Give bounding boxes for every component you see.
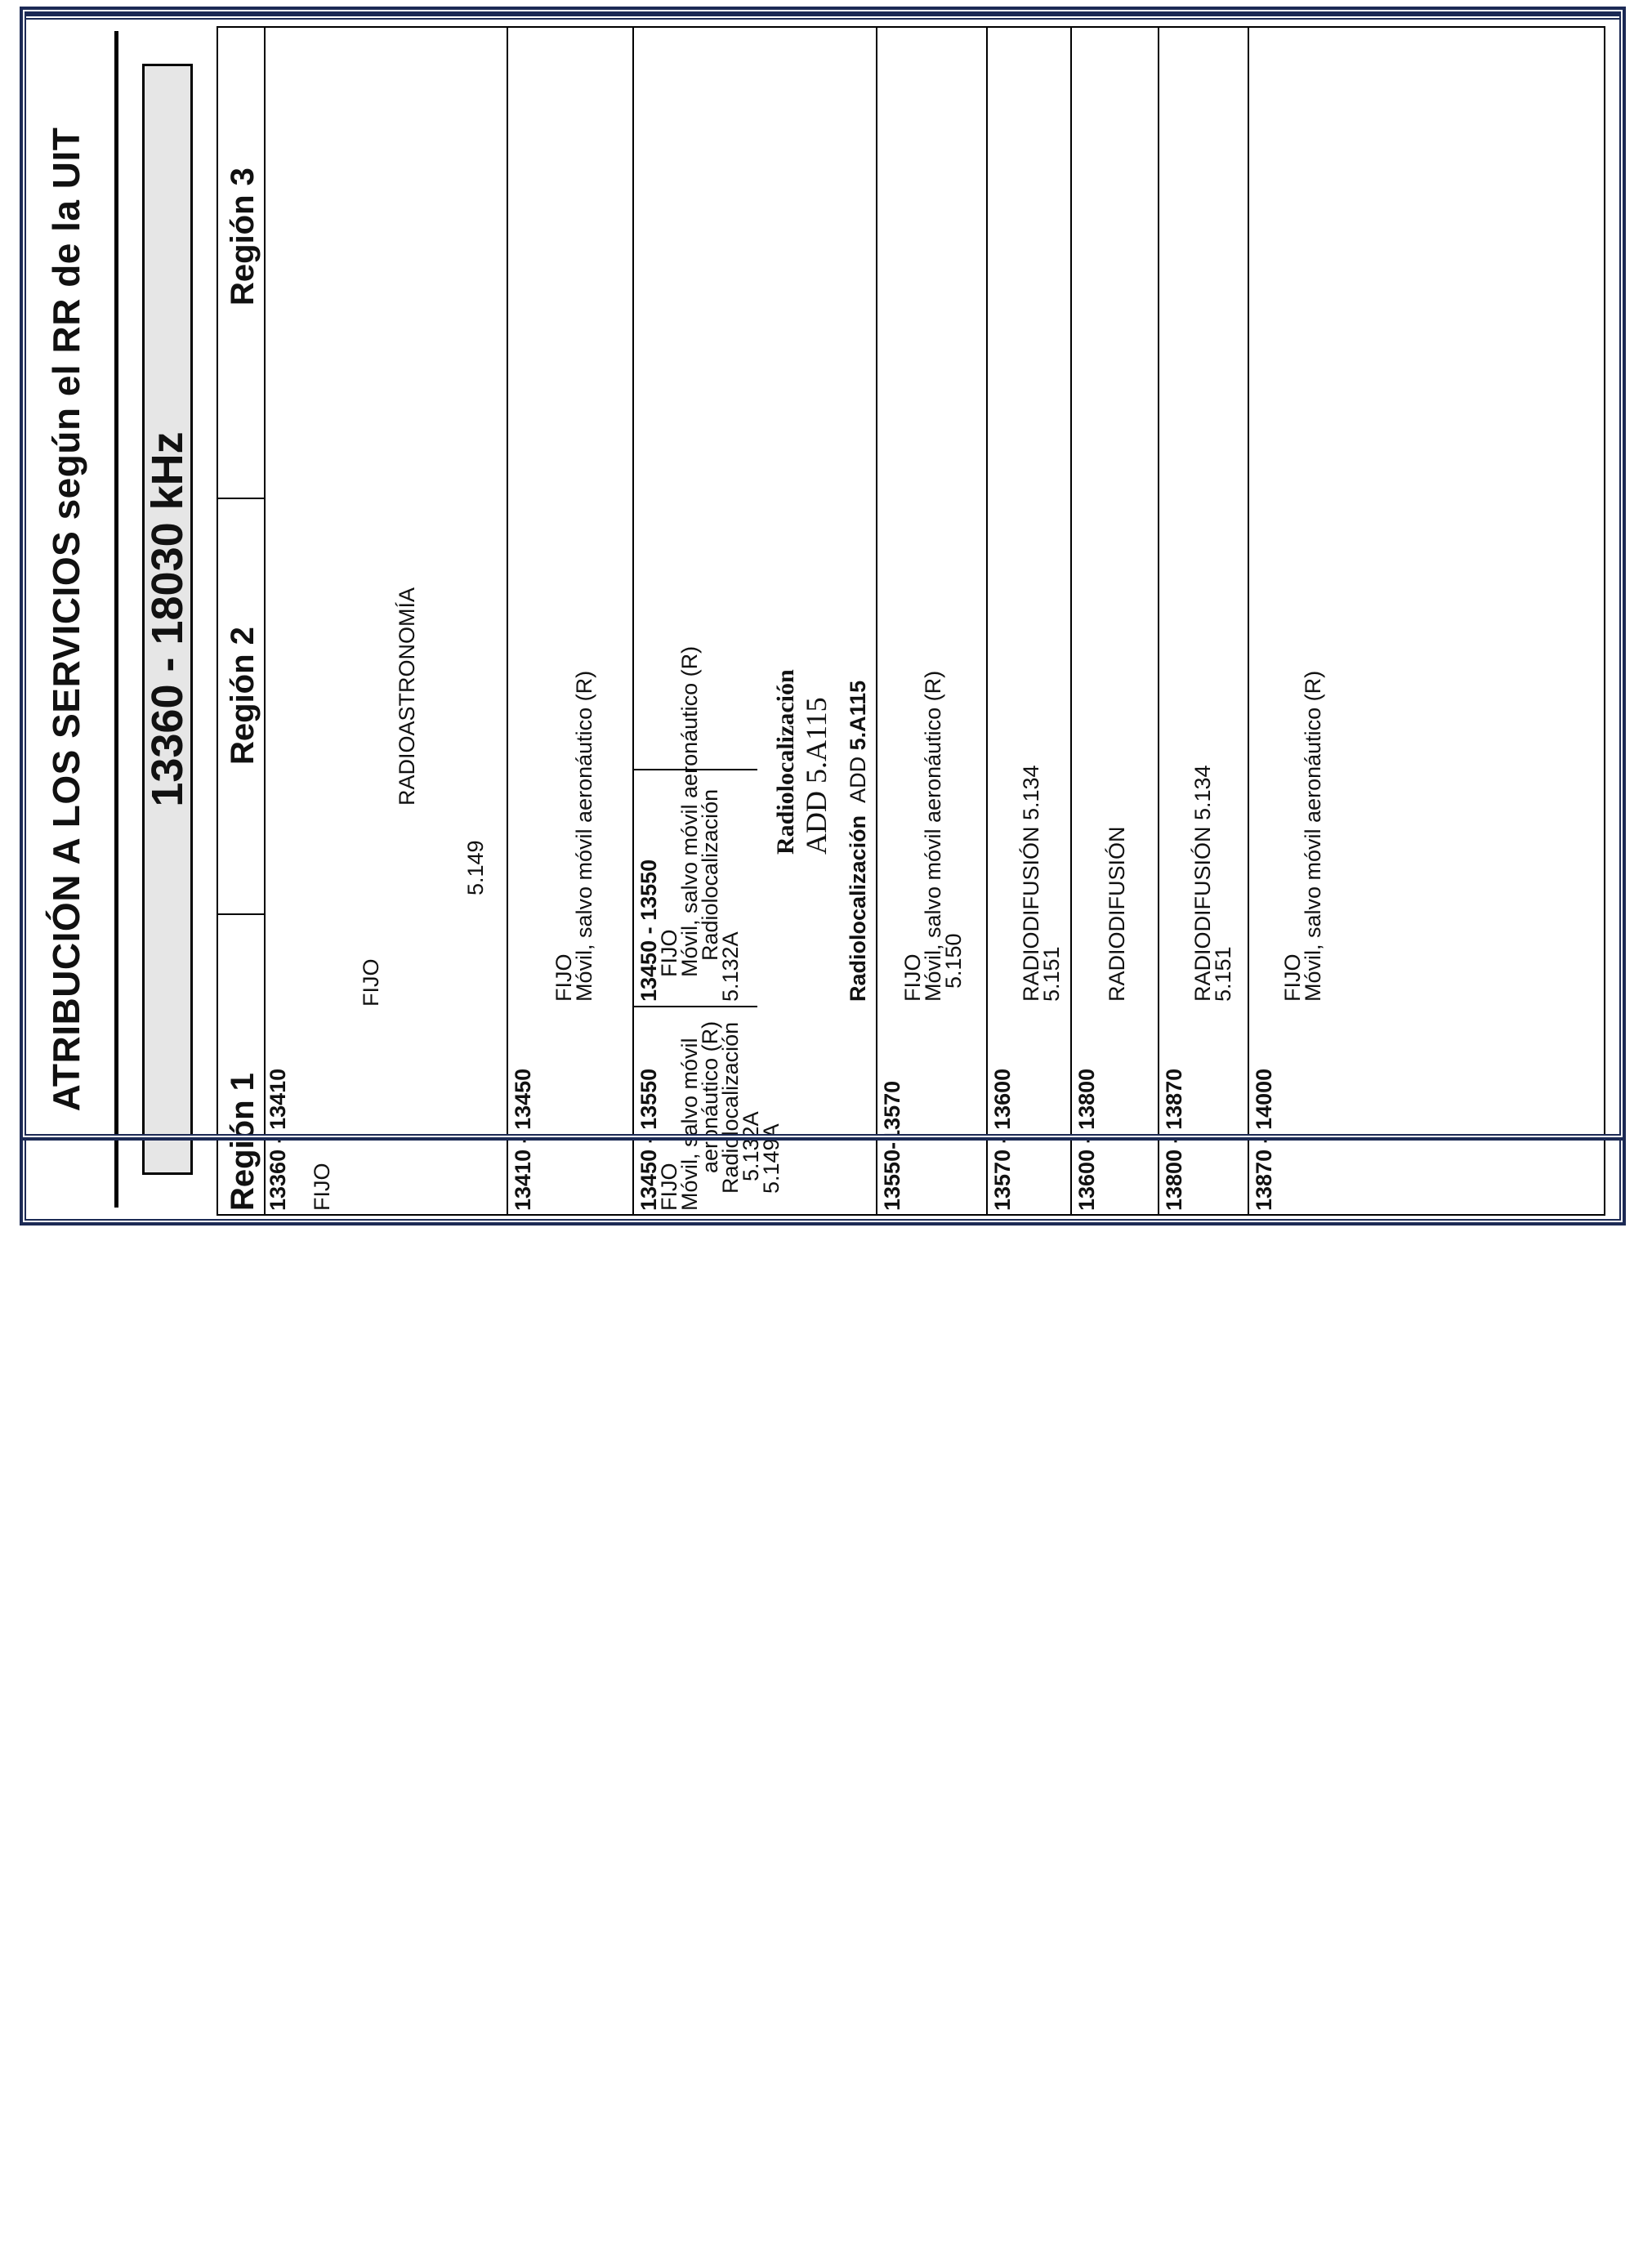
r8-fijo: FIJO bbox=[1280, 953, 1305, 1002]
freq-13570: 13570 - 13600 bbox=[990, 1068, 1015, 1211]
header-region-1: Región 1 bbox=[225, 1073, 261, 1211]
freq-13550: 13550-13570 bbox=[880, 1080, 904, 1211]
freq-13600: 13600 - 13800 bbox=[1074, 1068, 1099, 1211]
r2-movil: Móvil, salvo móvil aeronáutico (R) bbox=[572, 670, 596, 1002]
r3-radloc-bold: Radiolocalización bbox=[772, 669, 799, 855]
national-panel bbox=[20, 7, 1626, 1141]
r3-c2-l3: Radiolocalización bbox=[698, 788, 722, 961]
r1-fijo-region1: FIJO bbox=[310, 1163, 334, 1211]
r5-fn: 5.151 bbox=[1039, 946, 1064, 1002]
freq-13450-r1: 13450 - 13550 bbox=[636, 1068, 661, 1211]
r7-fn: 5.151 bbox=[1211, 946, 1235, 1002]
r1-footnote: 5.149 bbox=[463, 840, 488, 895]
r3-c1-l5: 5.132A bbox=[739, 1111, 763, 1181]
r4-fn: 5.150 bbox=[941, 933, 966, 989]
r3-bottom-a: Radiolocalización bbox=[846, 815, 870, 1002]
r3-c2-l4: 5.132A bbox=[718, 931, 743, 1002]
r1-fijo-region2: FIJO bbox=[359, 958, 383, 1007]
r3-c2-l2: Móvil, salvo móvil aeronáutico (R) bbox=[677, 645, 702, 977]
r3-c1-l1: FIJO bbox=[657, 1163, 681, 1211]
freq-13410: 13410 - 13450 bbox=[511, 1068, 535, 1211]
r2-fijo: FIJO bbox=[551, 953, 576, 1002]
r3-bottom-b: ADD bbox=[846, 756, 870, 803]
r7-radiodifusion: RADIODIFUSIÓN 5.134 bbox=[1190, 765, 1215, 1002]
r6-radiodifusion: RADIODIFUSIÓN bbox=[1105, 826, 1129, 1002]
r3-c1-l2: Móvil, salvo móvil bbox=[677, 1038, 702, 1211]
r3-c1-l4: Radiolocalización bbox=[718, 1021, 743, 1194]
r3-add-note: ADD 5.A115 bbox=[800, 697, 833, 855]
r3-c1-l3: aeronáutico (R) bbox=[698, 1020, 722, 1173]
r1-radioastronomia: RADIOASTRONOMÍA bbox=[395, 587, 419, 806]
r8-movil: Móvil, salvo móvil aeronáutico (R) bbox=[1301, 670, 1325, 1002]
itu-title: ATRIBUCIÓN A LOS SERVICIOS según el RR de la UIT bbox=[45, 127, 87, 1112]
r4-movil: Móvil, salvo móvil aeronáutico (R) bbox=[921, 670, 945, 1002]
itu-band-title: 13360 - 18030 kHz bbox=[142, 64, 193, 1175]
r5-radiodifusion: RADIODIFUSIÓN 5.134 bbox=[1019, 765, 1043, 1002]
header-region-2: Región 2 bbox=[225, 627, 261, 765]
freq-13360: 13360 - 13410 bbox=[266, 1068, 290, 1211]
r3-c1-l6: 5.149A bbox=[759, 1123, 784, 1194]
r3-bottom-c: 5.A115 bbox=[846, 680, 870, 751]
freq-13870: 13870 - 14000 bbox=[1252, 1068, 1276, 1211]
r3-c2-l1: FIJO bbox=[657, 929, 681, 977]
header-region-3: Región 3 bbox=[225, 167, 261, 306]
freq-13450-r2r3: 13450 - 13550 bbox=[636, 859, 661, 1002]
freq-13800: 13800 - 13870 bbox=[1162, 1068, 1186, 1211]
r4-fijo: FIJO bbox=[900, 953, 925, 1002]
